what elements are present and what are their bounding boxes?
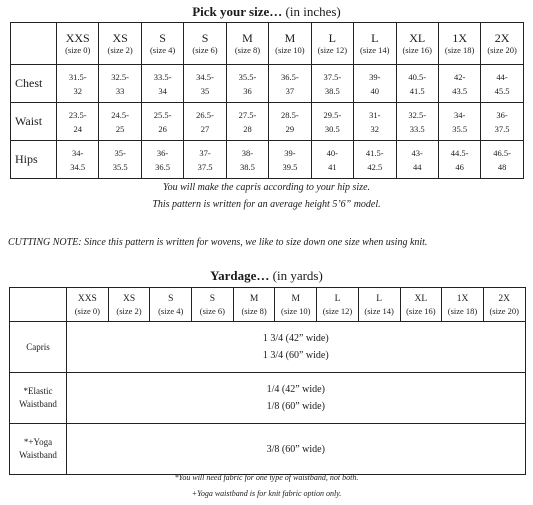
size-header-cell — [184, 23, 226, 65]
measurement-label: Waist — [11, 103, 57, 141]
yardage-size-cell — [275, 288, 317, 322]
yardage-table — [9, 287, 526, 475]
measurement-cell: 44.5- 46 — [438, 141, 480, 179]
size-number: (size 20) — [487, 45, 517, 55]
measurement-cell: 28.5- 29 — [269, 103, 311, 141]
yardage-header-row — [10, 288, 526, 322]
size-number: (size 4) — [158, 305, 184, 316]
cutting-note: CUTTING NOTE: Since this pattern is written for wovens, we like to size down one size when using knit. — [8, 237, 428, 248]
yardage-size-cell — [192, 288, 234, 322]
measurement-label: Chest — [11, 65, 57, 103]
measurement-cell: 36.5- 37 — [269, 65, 311, 103]
measurement-label: Hips — [11, 141, 57, 179]
size-number: (size 6) — [192, 45, 218, 55]
size-label: XL — [414, 293, 428, 304]
size-label: L — [334, 293, 341, 304]
measurement-cell: 24.5- 25 — [99, 103, 141, 141]
size-number: (size 6) — [199, 305, 226, 316]
size-header-cell — [99, 23, 141, 65]
yardage-label-elastic: *Elastic Waistband — [10, 373, 67, 424]
hip-size-note: You will make the capris according to your hip size. — [162, 182, 371, 193]
measurement-row — [11, 103, 524, 141]
yardage-row-capris — [10, 322, 526, 373]
measurement-cell: 35.5- 36 — [226, 65, 268, 103]
size-label: XS — [122, 293, 136, 304]
measurement-cell: 36- 36.5 — [141, 141, 183, 179]
size-number: (size 16) — [402, 45, 432, 55]
size-number: (size 14) — [360, 45, 390, 55]
size-label: 1X — [456, 293, 469, 304]
size-header-cell — [396, 23, 438, 65]
measurement-cell: 32.5- 33.5 — [396, 103, 438, 141]
size-label: S — [159, 31, 166, 45]
measurement-row — [11, 141, 524, 179]
measurement-cell: 44- 45.5 — [481, 65, 523, 103]
size-header-cell — [57, 23, 99, 65]
size-label: 2X — [498, 293, 511, 304]
yardage-value-yoga: 3/8 (60” wide) — [67, 424, 526, 475]
size-label: M — [242, 31, 253, 45]
size-label: L — [328, 31, 337, 45]
measurement-cell: 42- 43.5 — [438, 65, 480, 103]
waistband-footnote: *You will need fabric for one type of waistband, not both. — [174, 473, 359, 482]
size-chart-title: Pick your size… (in inches) — [192, 4, 341, 19]
size-chart-table — [10, 22, 524, 179]
yardage-label-yoga: *+Yoga Waistband — [10, 424, 67, 475]
size-number: (size 12) — [322, 305, 353, 316]
yardage-header-corner — [10, 288, 67, 322]
measurement-cell: 40- 41 — [311, 141, 353, 179]
size-number: (size 16) — [406, 305, 436, 316]
size-number: (size 2) — [107, 45, 133, 55]
measurement-cell: 25.5- 26 — [141, 103, 183, 141]
measurement-cell: 23.5- 24 — [57, 103, 99, 141]
measurement-cell: 39- 39.5 — [269, 141, 311, 179]
size-header-cell — [269, 23, 311, 65]
yardage-row-elastic — [10, 373, 526, 424]
yardage-size-cell — [108, 288, 150, 322]
size-header-cell — [226, 23, 268, 65]
size-header-cell — [311, 23, 353, 65]
yardage-row-yoga — [10, 424, 526, 475]
size-number: (size 14) — [364, 305, 394, 316]
size-label: 2X — [494, 31, 510, 45]
size-number: (size 0) — [65, 45, 91, 55]
measurement-cell: 35- 35.5 — [99, 141, 141, 179]
size-number: (size 2) — [116, 305, 142, 316]
size-number: (size 10) — [281, 305, 311, 316]
yardage-size-cell — [67, 288, 109, 322]
measurement-cell: 26.5- 27 — [184, 103, 226, 141]
size-number: (size 8) — [241, 305, 267, 316]
measurement-cell: 39- 40 — [354, 65, 396, 103]
measurement-cell: 34- 35.5 — [438, 103, 480, 141]
size-number: (size 8) — [234, 45, 261, 55]
measurement-cell: 27.5- 28 — [226, 103, 268, 141]
size-label: S — [201, 31, 209, 45]
yardage-size-cell — [400, 288, 442, 322]
measurement-cell: 33.5- 34 — [141, 65, 183, 103]
measurement-cell: 38- 38.5 — [226, 141, 268, 179]
yardage-value-elastic: 1/4 (42” wide) 1/8 (60” wide) — [67, 373, 526, 424]
yardage-size-cell — [358, 288, 400, 322]
yardage-label-capris: Capris — [10, 322, 67, 373]
model-height-note: This pattern is written for an average height 5’6” model. — [152, 199, 381, 210]
size-number: (size 20) — [489, 305, 519, 316]
size-label: S — [209, 293, 216, 304]
yardage-size-cell — [150, 288, 192, 322]
size-label: M — [291, 293, 300, 304]
size-label: XS — [112, 31, 128, 45]
measurement-cell: 41.5- 42.5 — [354, 141, 396, 179]
size-number: (size 0) — [74, 305, 100, 316]
size-label: XXS — [77, 293, 97, 304]
yardage-size-cell — [233, 288, 275, 322]
size-header-cell — [141, 23, 183, 65]
size-label: XXS — [65, 31, 90, 45]
size-number: (size 10) — [275, 45, 305, 55]
size-header-cell — [354, 23, 396, 65]
size-label: XL — [409, 31, 426, 45]
size-label: L — [376, 293, 383, 304]
size-label: L — [371, 31, 379, 45]
size-label: M — [284, 31, 296, 45]
measurement-cell: 29.5- 30.5 — [311, 103, 353, 141]
size-number: (size 18) — [447, 305, 478, 316]
size-label: M — [249, 293, 259, 304]
measurement-cell: 32.5- 33 — [99, 65, 141, 103]
size-number: (size 4) — [149, 45, 176, 55]
measurement-cell: 36- 37.5 — [481, 103, 523, 141]
size-label: 1X — [452, 31, 467, 45]
yardage-size-cell — [483, 288, 525, 322]
yardage-size-cell — [317, 288, 359, 322]
size-header-corner — [11, 23, 57, 65]
measurement-cell: 40.5- 41.5 — [396, 65, 438, 103]
measurement-cell: 34.5- 35 — [184, 65, 226, 103]
measurement-cell: 37- 37.5 — [184, 141, 226, 179]
size-header-cell — [481, 23, 523, 65]
yardage-title: Yardage… (in yards) — [210, 268, 323, 283]
size-label: S — [168, 293, 174, 304]
measurement-cell: 43- 44 — [396, 141, 438, 179]
yardage-size-cell — [442, 288, 484, 322]
yardage-value-capris: 1 3/4 (42” wide) 1 3/4 (60” wide) — [67, 322, 526, 373]
yoga-footnote: +Yoga waistband is for knit fabric option only. — [191, 489, 342, 498]
size-number: (size 12) — [317, 45, 348, 55]
measurement-row — [11, 65, 524, 103]
measurement-cell: 37.5- 38.5 — [311, 65, 353, 103]
size-header-cell — [438, 23, 480, 65]
measurement-cell: 46.5- 48 — [481, 141, 523, 179]
measurement-cell: 34- 34.5 — [57, 141, 99, 179]
size-header-row — [11, 23, 524, 65]
measurement-cell: 31- 32 — [354, 103, 396, 141]
size-number: (size 18) — [444, 45, 475, 55]
measurement-cell: 31.5- 32 — [57, 65, 99, 103]
